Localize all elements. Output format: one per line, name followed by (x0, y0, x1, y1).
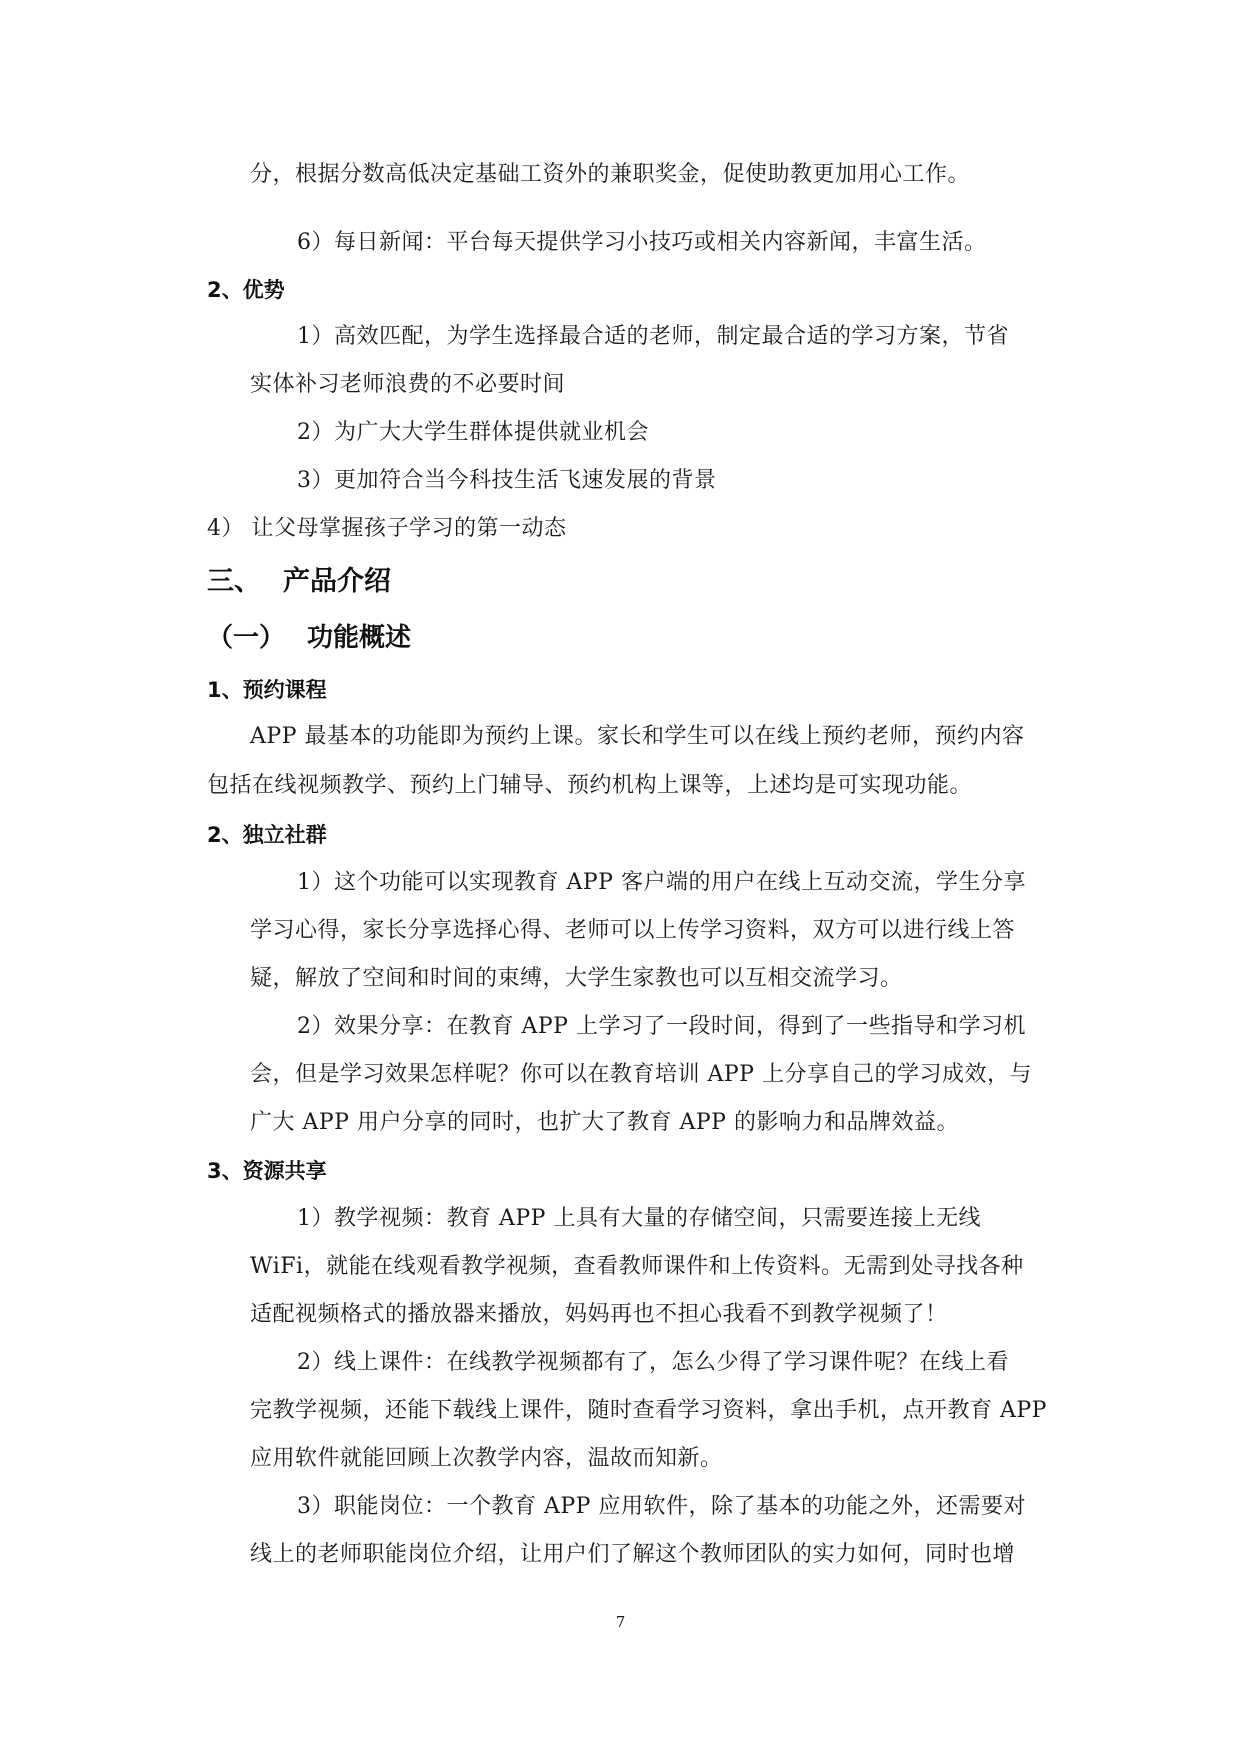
paragraph-line: 4） 让父母掌握孩子学习的第一动态 (207, 516, 567, 541)
paragraph-line: 2）线上课件：在线教学视频都有了，怎么少得了学习课件呢？在线上看 (297, 1350, 1009, 1375)
paragraph-line: 2）为广大大学生群体提供就业机会 (297, 420, 649, 445)
paragraph-line: 3）更加符合当今科技生活飞速发展的背景 (297, 468, 717, 493)
section-title: 功能概述 (307, 623, 412, 653)
section-heading-advantages: 2、优势 (207, 278, 285, 302)
chapter-heading (207, 564, 391, 600)
paragraph-line: 6）每日新闻：平台每天提供学习小技巧或相关内容新闻，丰富生活。 (297, 230, 987, 255)
paragraph-line: 1）高效匹配，为学生选择最合适的老师，制定最合适的学习方案，节省 (297, 324, 1009, 349)
paragraph-line: 分，根据分数高低决定基础工资外的兼职奖金，促使助教更加用心工作。 (250, 162, 971, 187)
chapter-number: 三、 (207, 566, 261, 597)
paragraph-line: 完教学视频，还能下载线上课件，随时查看学习资料，拿出手机，点开教育 APP (250, 1398, 1047, 1423)
paragraph-line: 1）这个功能可以实现教育 APP 客户端的用户在线上互动交流，学生分享 (297, 870, 1026, 895)
paragraph-line: 学习心得，家长分享选择心得、老师可以上传学习资料，双方可以进行线上答 (250, 918, 1016, 943)
paragraph-line: 1）教学视频：教育 APP 上具有大量的存储空间，只需要连接上无线 (297, 1206, 981, 1231)
paragraph-line: 线上的老师职能岗位介绍，让用户们了解这个教师团队的实力如何，同时也增 (250, 1542, 1016, 1567)
paragraph-line: 实体补习老师浪费的不必要时间 (250, 372, 566, 397)
section-heading (207, 620, 411, 656)
paragraph-line: APP 最基本的功能即为预约上课。家长和学生可以在线上预约老师，预约内容 (250, 724, 1025, 749)
paragraph-line: 2）效果分享：在教育 APP 上学习了一段时间，得到了一些指导和学习机 (297, 1014, 1026, 1039)
chapter-title: 产品介绍 (283, 566, 391, 597)
paragraph-line: 疑，解放了空间和时间的束缚，大学生家教也可以互相交流学习。 (250, 966, 903, 991)
paragraph-line: 3）职能岗位：一个教育 APP 应用软件，除了基本的功能之外，还需要对 (297, 1494, 1026, 1519)
paragraph-line: 会，但是学习效果怎样呢？你可以在教育培训 APP 上分享自己的学习成效，与 (250, 1062, 1032, 1087)
paragraph-line: 应用软件就能回顾上次教学内容，温故而知新。 (250, 1446, 723, 1471)
subsection-heading-community: 2、独立社群 (207, 823, 327, 847)
subsection-heading-booking: 1、预约课程 (207, 678, 327, 702)
subsection-heading-resources: 3、资源共享 (207, 1159, 327, 1183)
paragraph-line: 广大 APP 用户分享的同时，也扩大了教育 APP 的影响力和品牌效益。 (250, 1110, 959, 1135)
section-number: （一） (207, 623, 286, 653)
page-number: 7 (615, 1613, 626, 1631)
paragraph-line: WiFi，就能在线观看教学视频，查看教师课件和上传资料。无需到处寻找各种 (250, 1254, 1024, 1279)
paragraph-line: 适配视频格式的播放器来播放，妈妈再也不担心我看不到教学视频了！ (250, 1302, 948, 1327)
paragraph-line: 包括在线视频教学、预约上门辅导、预约机构上课等，上述均是可实现功能。 (207, 773, 973, 798)
